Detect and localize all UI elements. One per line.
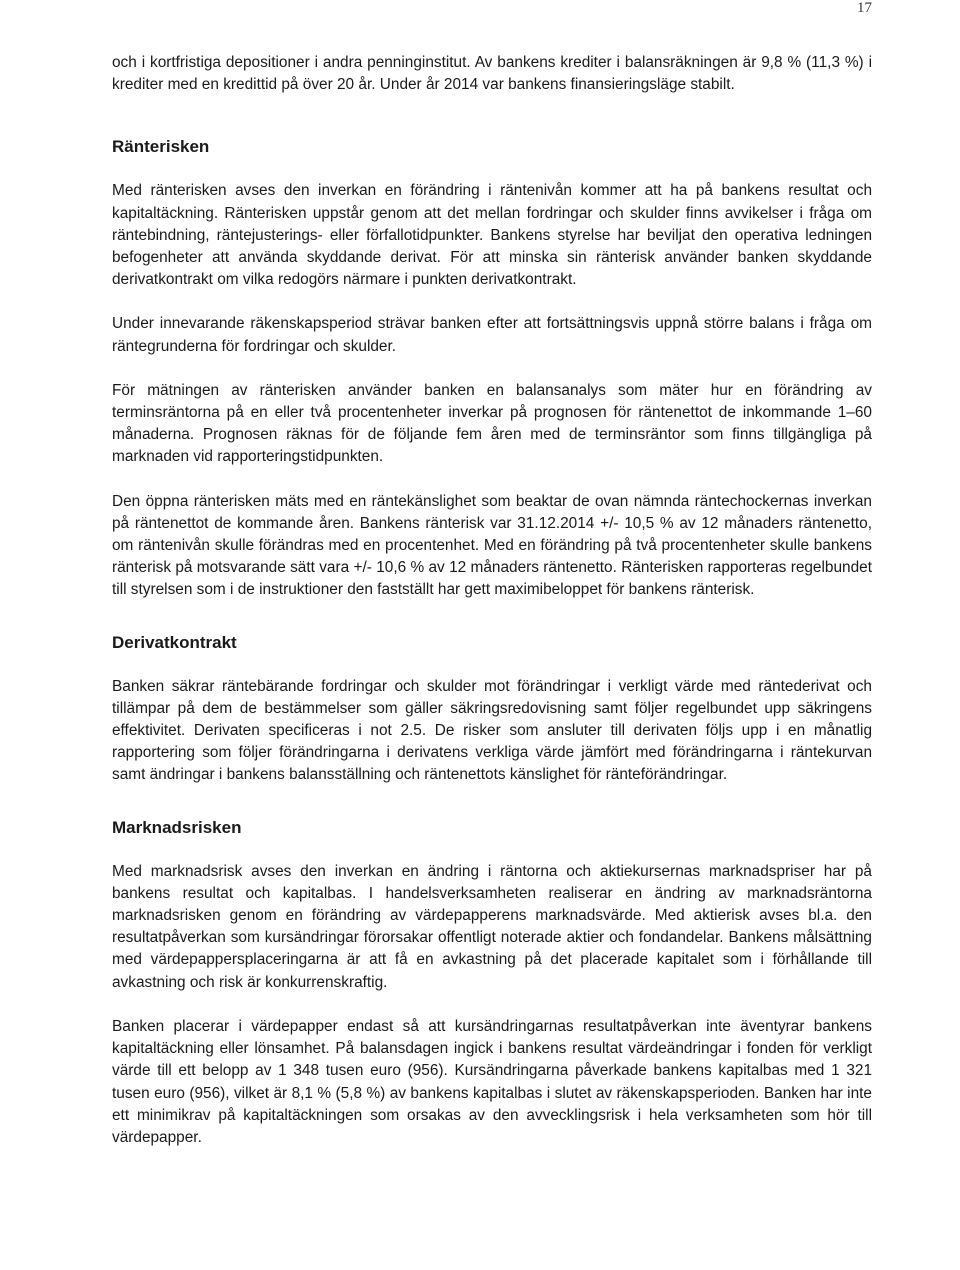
section-interest-risk <box>112 136 872 601</box>
heading-derivatives: Derivatkontrakt <box>112 632 237 652</box>
paragraph: Den öppna ränterisken mäts med en räntekänslighet som beaktar de ovan nämnda räntechockernas inverkan på räntenettot de kommande åren. Bankens ränterisk var 31.12.2014 +/- 10,5 % av 12 månaders räntenetto, om räntenivån skulle förändras med en procentenhet. Med en förändring på två procentenheter skulle bankens ränterisk på motsvarande sätt vara +/- 10,6 % av 12 månaders räntenetto. Ränterisken rapporteras regelbundet till styrelsen som i de instruktioner den fastställt har gett maximibeloppet för bankens ränterisk. <box>112 492 872 599</box>
paragraph: Under innevarande räkenskapsperiod strävar banken efter att fortsättningsvis uppnå större balans i fråga om räntegrunderna för fordringar och skulder. <box>112 315 872 355</box>
paragraph: Banken placerar i värdepapper endast så att kursändringarnas resultatpåverkan inte äventyrar bankens kapitaltäckning eller lönsamhet. På balansdagen ingick i bankens resultat värdeändringar i fonden för verkligt värde till ett belopp av 1 348 tusen euro (956). Kursändringarna påverkade bankens kapitalbas med 1 321 tusen euro (956), vilket är 8,1 % (5,8 %) av bankens kapitalbas i slutet av räkenskapsperioden. Banken har inte ett minimikrav på kapitaltäckningen som orsakas av den avvecklingsrisk i hela verksamheten som hör till värdepapper. <box>112 1017 872 1146</box>
section-market-risk <box>112 817 872 1149</box>
section-derivatives <box>112 632 872 787</box>
intro-paragraph: och i kortfristiga depositioner i andra penninginstitut. Av bankens krediter i balansräkningen är 9,8 % (11,3 %) i krediter med en kredittid på över 20 år. Under år 2014 var bankens finansieringsläge stabilt. <box>112 54 872 94</box>
heading-interest-risk: Ränterisken <box>112 137 210 157</box>
paragraph: Banken säkrar räntebärande fordringar och skulder mot förändringar i verkligt värde med räntederivat och tillämpar på dem de bestämmelser som gäller säkringsredovisning samt följer regelbundet upp säkringens effektivitet. Derivaten specificeras i not 2.5. De risker som ansluter till derivaten följs upp i en månatlig rapportering som följer förändringarna i derivatens verkliga värde jämfört med förändringarna i räntekurvan samt ändringar i bankens balansställning och räntenettots känslighet för ränteförändringar. <box>112 677 872 784</box>
heading-market-risk: Marknadsrisken <box>112 817 242 837</box>
paragraph: Med marknadsrisk avses den inverkan en ändring i räntorna och aktiekursernas marknadspriser har på bankens resultat och kapitalbas. I handelsverksamheten realiserar en ändring av marknadsräntorna marknadsrisken genom en förändring av värdepapperens marknadsvärde. Med aktierisk avses bl.a. den resultatpåverkan som kursändringar förorsakar offentligt noterade aktier och fondandelar. Bankens målsättning med värdepappersplaceringarna är att få en avkastning på det placerade kapitalet som i förhållande till avkastning och risk är konkurrenskraftig. <box>112 862 872 991</box>
document-body <box>112 52 872 1149</box>
paragraph: Med ränterisken avses den inverkan en förändring i räntenivån kommer att ha på bankens resultat och kapitaltäckning. Ränterisken uppstår genom att det mellan fordringar och skulder finns avvikelser i fråga om räntebindning, räntejusterings- eller förfallotidpunkter. Bankens styrelse har beviljat den operativa ledningen befogenheter att använda skyddande derivat. För att minska sin ränterisk använder banken skyddande derivatkontrakt om vilka redogörs närmare i punkten derivatkontrakt. <box>112 182 872 289</box>
paragraph: För mätningen av ränterisken använder banken en balansanalys som mäter hur en förändring av terminsräntorna på en eller två procentenheter inverkar på prognosen för räntenettot de inkommande 1–60 månaderna. Prognosen räknas för de följande fem åren med de terminsräntor som finns tillgängliga på marknaden vid rapporteringstidpunkten. <box>112 381 872 466</box>
page-number: 17 <box>857 0 872 16</box>
